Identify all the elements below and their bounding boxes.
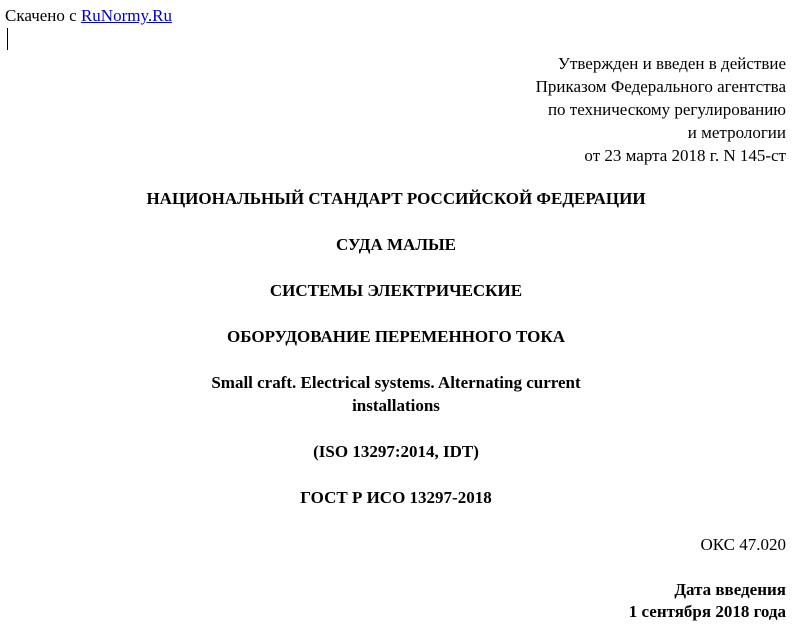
downloaded-prefix: Скачено с xyxy=(5,6,77,25)
title-small-craft: СУДА МАЛЫЕ xyxy=(335,235,457,254)
gost-designation: ГОСТ Р ИСО 13297-2018 xyxy=(300,488,492,507)
introduction-date: 1 сентября 2018 года xyxy=(628,602,786,621)
english-title-line: installations xyxy=(352,396,440,415)
introduction-label: Дата введения xyxy=(674,580,786,599)
approval-line: и метрологии xyxy=(687,123,786,142)
approval-line: Приказом Федерального агентства xyxy=(535,77,786,96)
approval-block xyxy=(536,52,786,167)
iso-reference: (ISO 13297:2014, IDT) xyxy=(313,442,479,461)
approval-line: Утвержден и введен в действие xyxy=(557,54,786,73)
downloaded-from-line xyxy=(5,6,172,26)
standard-type-title: НАЦИОНАЛЬНЫЙ СТАНДАРТ РОССИЙСКОЙ ФЕДЕРАЦИИ xyxy=(146,189,646,208)
text-cursor xyxy=(7,28,8,50)
introduction-date-block xyxy=(629,579,786,623)
english-title-line: Small craft. Electrical systems. Alternating current xyxy=(211,373,581,392)
runormy-link[interactable]: RuNormy.Ru xyxy=(80,6,172,25)
approval-line: по техническому регулированию xyxy=(547,100,786,119)
title-ac-installations: ОБОРУДОВАНИЕ ПЕРЕМЕННОГО ТОКА xyxy=(227,327,565,346)
oks-code: ОКС 47.020 xyxy=(700,535,786,554)
title-electrical-systems: СИСТЕМЫ ЭЛЕКТРИЧЕСКИЕ xyxy=(269,281,523,300)
approval-line: от 23 марта 2018 г. N 145-ст xyxy=(584,146,786,165)
english-title xyxy=(0,371,792,417)
